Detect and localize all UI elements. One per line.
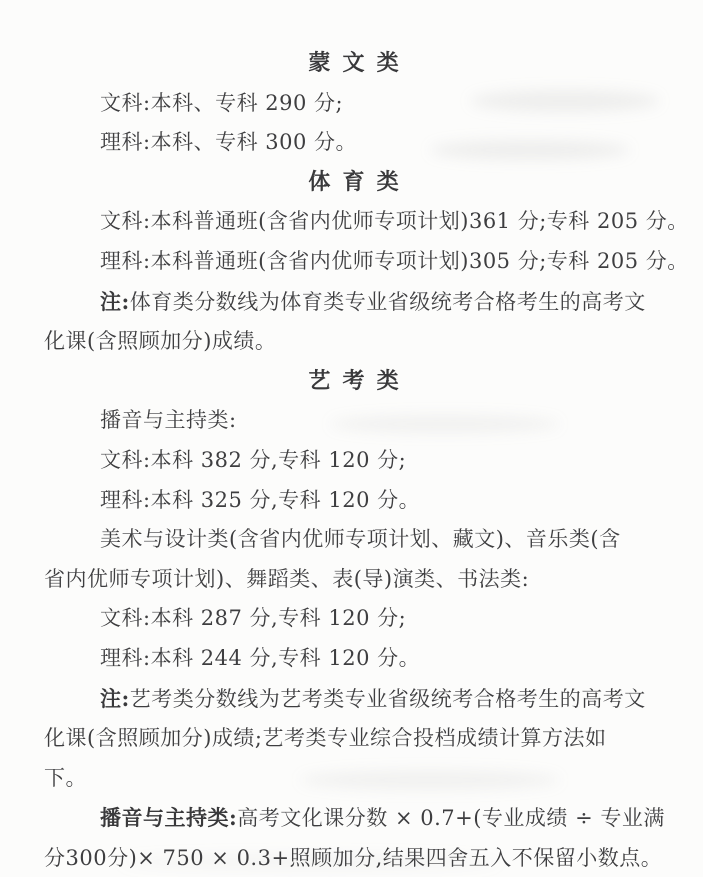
line-art-design-categories-2: 省内优师专项计划)、舞蹈类、表(导)演类、书法类:: [44, 566, 530, 591]
document-body: [44, 44, 689, 877]
note-text: 艺考类分数线为艺考类专业省级统考合格考生的高考文: [129, 686, 646, 711]
line-arts-note-2: 化课(含照顾加分)成绩;艺考类专业综合投档成绩计算方法如: [44, 726, 607, 751]
line-arts-note-3: 下。: [44, 765, 87, 790]
line-art-design-science: 理科:本科 244 分,专科 120 分。: [100, 645, 421, 670]
broadcasting-formula-text: 高考文化课分数 × 0.7+(专业成绩 ÷ 专业满: [237, 806, 665, 831]
line-broadcasting-science: 理科:本科 325 分,专科 120 分。: [100, 487, 421, 512]
note-text: 体育类分数线为体育类专业省级统考合格考生的高考文: [129, 289, 646, 314]
broadcasting-formula-label: 播音与主持类:: [100, 805, 238, 831]
note-label: 注:: [100, 685, 130, 711]
line-sports-liberal-arts: 文科:本科普通班(含省内优师专项计划)361 分;专科 205 分。: [100, 209, 689, 234]
line-broadcasting-formula-2: 分300分)× 750 × 0.3+照顾加分,结果四舍五入不保留小数点。: [44, 845, 663, 870]
line-mongolian-science: 理科:本科、专科 300 分。: [100, 130, 358, 155]
line-arts-note-1: [44, 679, 663, 720]
line-mongolian-liberal-arts: 文科:本科、专科 290 分;: [100, 90, 344, 115]
heading-arts-exam-category: 艺考类: [308, 367, 411, 394]
line-broadcasting-liberal-arts: 文科:本科 382 分,专科 120 分;: [100, 447, 407, 472]
line-sports-note-2: 化课(含照顾加分)成绩。: [44, 329, 277, 354]
line-sports-science: 理科:本科普通班(含省内优师专项计划)305 分;专科 205 分。: [100, 248, 689, 273]
heading-mongolian-category: 蒙文类: [308, 50, 411, 76]
line-broadcasting-formula-1: [44, 798, 663, 839]
line-art-design-liberal-arts: 文科:本科 287 分,专科 120 分;: [100, 606, 407, 631]
heading-sports-category: 体育类: [308, 168, 411, 195]
line-art-design-categories-1: 美术与设计类(含省内优师专项计划、藏文)、音乐类(含: [100, 527, 621, 552]
note-label: 注:: [100, 288, 130, 314]
line-broadcasting-hosting-label: 播音与主持类:: [100, 408, 237, 433]
line-sports-note-1: [44, 282, 663, 323]
